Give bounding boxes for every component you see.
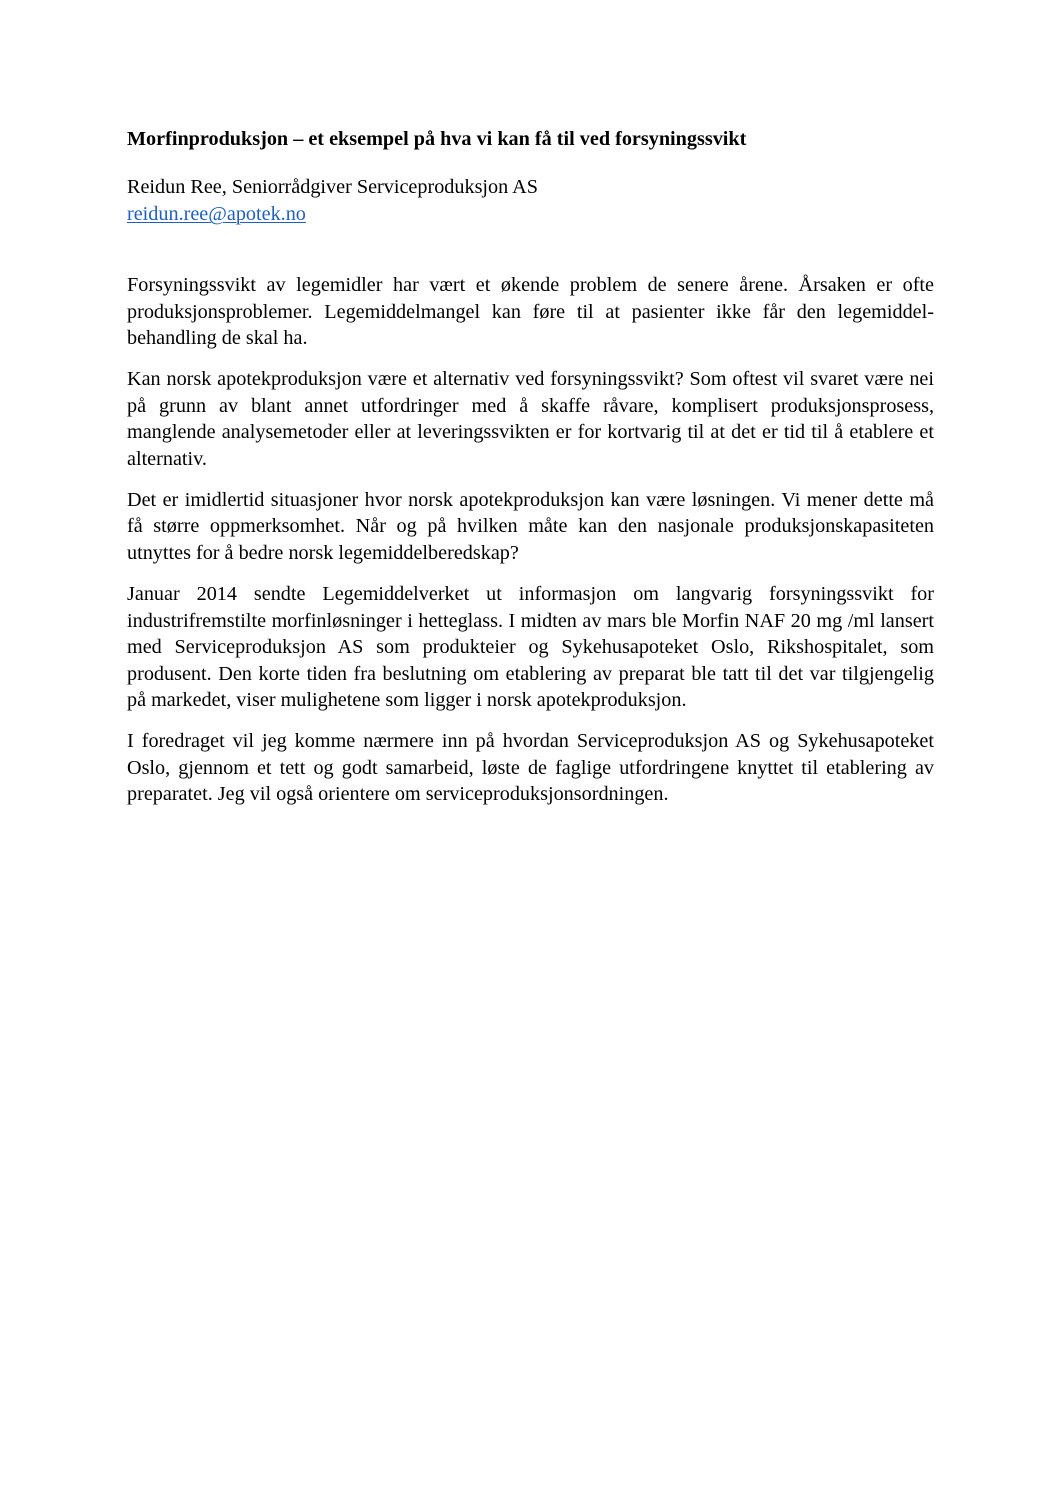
author-block [127,174,934,227]
paragraph-1: Forsyningssvikt av legemidler har vært et økende problem de senere årene. Årsaken er ofte produksjonsproblemer. Legemiddelmangel kan føre til at pasienter ikke får den legemiddelbehandling de skal ha. [127,274,934,350]
document-title: Morfinproduksjon – et eksempel på hva vi kan få til ved forsyningssvikt [127,128,747,150]
document-content [127,126,934,823]
author-line: Reidun Ree, Seniorrådgiver Serviceproduksjon AS [127,176,538,199]
paragraph-5: I foredraget vil jeg komme nærmere inn på hvordan Serviceproduksjon AS og Sykehusapoteket Oslo, gjennom et tett og godt samarbeid, løste de faglige utfordringene knyttet til etablering av preparatet. Jeg vil også orientere om serviceproduksjonsordningen. [127,730,934,806]
paragraph-4: Januar 2014 sendte Legemiddelverket ut informasjon om langvarig forsyningssvikt for industrifremstilte morfinløsninger i hetteglass. I midten av mars ble Morfin NAF 20 mg /ml lansert med Serviceproduksjon AS som produkteier og Sykehusapoteket Oslo, Rikshospitalet, som produsent. Den korte tiden fra beslutning om etablering av preparat ble tatt til det var tilgjengelig på markedet, viser mulighetene som ligger i norsk apotekproduksjon. [127,583,934,711]
paragraph-2: Kan norsk apotekproduksjon være et alternativ ved forsyningssvikt? Som oftest vil svaret være nei på grunn av blant annet utfordringer med å skaffe råvare, komplisert produksjonsprosess, manglende analysemetoder eller at leveringssvikten er for kortvarig til at det er tid til å etablere et alternativ. [127,368,934,470]
paragraph-3: Det er imidlertid situasjoner hvor norsk apotekproduksjon kan være løsningen. Vi mener dette må få større oppmerksomhet. Når og på hvilken måte kan den nasjonale produksjonskapasiteten utnyttes for å bedre norsk legemiddelberedskap? [127,489,934,564]
body-text [127,272,934,807]
email-link[interactable]: reidun.ree@apotek.no [127,202,306,225]
